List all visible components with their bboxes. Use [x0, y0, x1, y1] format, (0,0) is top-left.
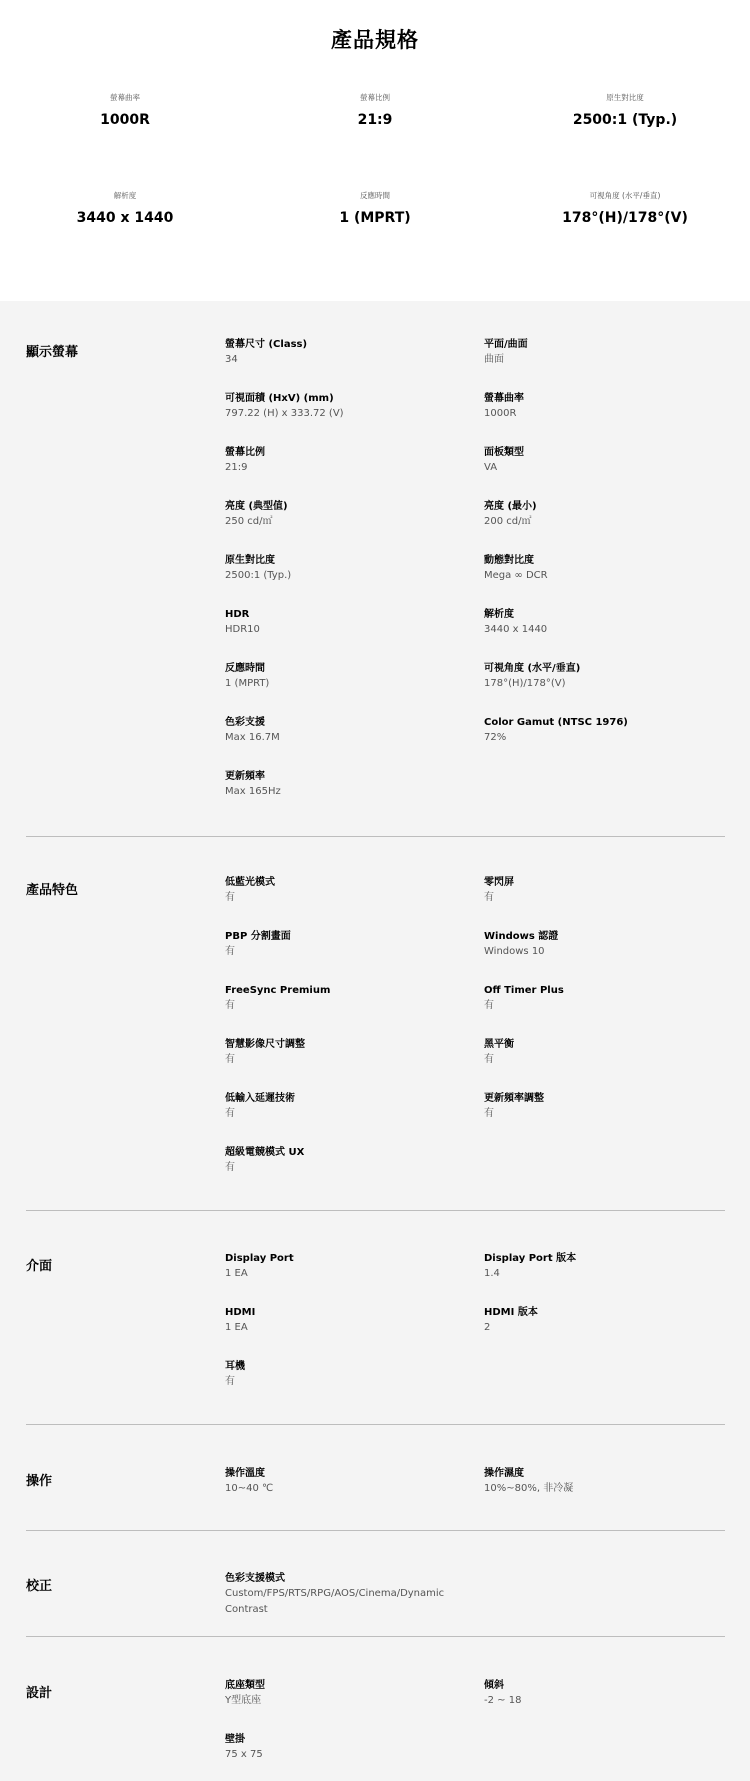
- spec-item: [484, 338, 725, 392]
- spec-label: 反應時間: [225, 663, 265, 674]
- spec-item: [225, 500, 484, 554]
- highlight-item: [250, 190, 500, 228]
- highlight-value: 1000R: [100, 112, 150, 128]
- highlights-grid: [0, 92, 750, 228]
- spec-label: HDMI: [225, 1307, 256, 1318]
- spec-label: HDMI 版本: [484, 1307, 538, 1318]
- spec-value: 有: [484, 1054, 494, 1065]
- spec-label: 操作濕度: [484, 1468, 524, 1479]
- spec-value: 75 x 75: [225, 1749, 263, 1760]
- highlight-label: 螢幕比例: [360, 93, 390, 102]
- highlight-value: 178°(H)/178°(V): [562, 210, 688, 226]
- spec-label: 黑平衡: [484, 1039, 514, 1050]
- highlight-label: 螢幕曲率: [110, 93, 140, 102]
- spec-item: [484, 392, 725, 446]
- spec-value: 有: [225, 1108, 235, 1119]
- spec-label: HDR: [225, 609, 250, 620]
- spec-value: 250 cd/㎡: [225, 516, 273, 527]
- spec-label: 螢幕比例: [225, 447, 265, 458]
- spec-label: 底座類型: [225, 1680, 265, 1691]
- spec-item: [484, 930, 725, 984]
- spec-item: [225, 1679, 484, 1733]
- spec-value: 797.22 (H) x 333.72 (V): [225, 408, 344, 419]
- spec-item: [225, 930, 484, 984]
- spec-value: 1 EA: [225, 1322, 248, 1333]
- highlight-item: [0, 190, 250, 228]
- spec-item: [225, 1360, 484, 1414]
- spec-value: 72%: [484, 732, 507, 743]
- spec-value: 10%~80%, 非冷凝: [484, 1483, 574, 1494]
- spec-item: [484, 500, 725, 554]
- spec-item: [484, 1038, 725, 1092]
- spec-item: [225, 1092, 484, 1146]
- spec-item: [484, 1679, 725, 1733]
- spec-label: 面板類型: [484, 447, 524, 458]
- spec-item: [484, 1306, 725, 1360]
- spec-label: 亮度 (典型值): [225, 501, 288, 512]
- section-title: 操作: [26, 1474, 53, 1489]
- spec-label: 壁掛: [225, 1734, 245, 1745]
- spec-value: Mega ∞ DCR: [484, 570, 548, 581]
- spec-label: Display Port 版本: [484, 1253, 577, 1264]
- spec-label: 超級電競模式 UX: [225, 1147, 305, 1158]
- section-title: 設計: [26, 1686, 53, 1701]
- highlight-value: 21:9: [357, 112, 393, 128]
- spec-value: Y型底座: [225, 1695, 262, 1706]
- spec-value: Custom/FPS/RTS/RPG/AOS/Cinema/Dynamic Contrast: [225, 1588, 445, 1615]
- spec-label: 平面/曲面: [484, 339, 528, 350]
- spec-label: 螢幕尺寸 (Class): [225, 339, 308, 350]
- spec-item: [484, 984, 725, 1038]
- spec-value: 有: [484, 1108, 494, 1119]
- spec-value: Windows 10: [484, 946, 545, 957]
- highlights-panel: [0, 0, 750, 301]
- spec-value: 21:9: [225, 462, 248, 473]
- spec-item: [225, 608, 484, 662]
- spec-label: Color Gamut (NTSC 1976): [484, 717, 628, 728]
- spec-label: 低輸入延遲技術: [225, 1093, 295, 1104]
- spec-label: 螢幕曲率: [484, 393, 524, 404]
- spec-item: [225, 446, 484, 500]
- spec-value: 有: [225, 1054, 235, 1065]
- spec-label: 色彩支援模式: [225, 1573, 285, 1584]
- spec-item: [225, 662, 484, 716]
- spec-value: Max 16.7M: [225, 732, 280, 743]
- spec-item: [484, 1252, 725, 1306]
- spec-item: [225, 1252, 484, 1306]
- spec-item: [225, 1146, 484, 1200]
- spec-value: 3440 x 1440: [484, 624, 548, 635]
- spec-label: 更新頻率: [225, 771, 265, 782]
- spec-value: 2500:1 (Typ.): [225, 570, 292, 581]
- spec-label: FreeSync Premium: [225, 985, 331, 996]
- spec-value: 1.4: [484, 1268, 500, 1279]
- spec-item: [484, 876, 725, 930]
- highlight-label: 可視角度 (水平/垂直): [589, 191, 661, 200]
- spec-item: [225, 554, 484, 608]
- spec-item: [225, 1306, 484, 1360]
- spec-item: [484, 716, 725, 770]
- highlight-label: 原生對比度: [606, 93, 644, 102]
- spec-item: [225, 1038, 484, 1092]
- spec-section: [26, 837, 725, 1211]
- spec-label: Off Timer Plus: [484, 985, 564, 996]
- spec-value: 200 cd/㎡: [484, 516, 532, 527]
- spec-section: [26, 1211, 725, 1425]
- spec-label: 色彩支援: [225, 717, 265, 728]
- spec-value: 34: [225, 354, 238, 365]
- spec-value: 1000R: [484, 408, 517, 419]
- spec-item: [484, 446, 725, 500]
- spec-item: [225, 338, 484, 392]
- spec-grid: [225, 1572, 725, 1626]
- spec-grid: [225, 338, 725, 824]
- spec-item: [484, 1467, 725, 1521]
- spec-item: [225, 1733, 484, 1781]
- spec-label: 更新頻率調整: [484, 1093, 544, 1104]
- spec-item: [484, 1092, 725, 1146]
- spec-label: 傾斜: [484, 1680, 504, 1691]
- spec-grid: [225, 1679, 725, 1781]
- spec-value: 有: [484, 1000, 494, 1011]
- page-title: 產品規格: [331, 28, 419, 52]
- spec-section: [26, 301, 725, 837]
- spec-grid: [225, 876, 725, 1200]
- section-title: 顯示螢幕: [26, 345, 79, 360]
- spec-value: 曲面: [484, 354, 504, 365]
- spec-value: VA: [484, 462, 498, 473]
- spec-value: 10~40 ℃: [225, 1483, 274, 1494]
- highlight-item: [250, 92, 500, 130]
- spec-value: Max 165Hz: [225, 786, 281, 797]
- spec-label: 動態對比度: [484, 555, 534, 566]
- highlight-label: 解析度: [113, 191, 137, 200]
- spec-item: [225, 392, 484, 446]
- spec-value: 有: [225, 892, 235, 903]
- spec-label: 智慧影像尺寸調整: [225, 1039, 305, 1050]
- highlight-value: 1 (MPRT): [339, 210, 411, 226]
- spec-item: [484, 662, 725, 716]
- spec-value: 1 EA: [225, 1268, 248, 1279]
- spec-label: Display Port: [225, 1253, 294, 1264]
- spec-label: 操作溫度: [225, 1468, 265, 1479]
- spec-label: 耳機: [225, 1361, 245, 1372]
- spec-label: 解析度: [484, 609, 514, 620]
- spec-label: Windows 認證: [484, 931, 559, 942]
- spec-section: [26, 1637, 725, 1760]
- spec-value: 有: [225, 1000, 235, 1011]
- spec-item: [225, 1467, 484, 1521]
- highlight-item: [500, 92, 750, 130]
- spec-grid: [225, 1252, 725, 1414]
- specs-panel: [0, 301, 750, 1781]
- spec-label: 零閃屏: [484, 877, 514, 888]
- highlight-value: 2500:1 (Typ.): [572, 112, 678, 128]
- section-title: 校正: [26, 1579, 53, 1594]
- spec-value: 有: [484, 892, 494, 903]
- spec-item: [225, 770, 484, 824]
- spec-label: 原生對比度: [225, 555, 275, 566]
- spec-grid: [225, 1467, 725, 1521]
- highlight-value: 3440 x 1440: [76, 210, 174, 226]
- spec-item: [225, 1572, 484, 1626]
- spec-item: [225, 716, 484, 770]
- section-title: 產品特色: [26, 883, 79, 898]
- spec-item: [484, 554, 725, 608]
- highlight-item: [500, 190, 750, 228]
- spec-value: 有: [225, 1162, 235, 1173]
- spec-label: 低藍光模式: [225, 877, 275, 888]
- section-title: 介面: [26, 1259, 53, 1274]
- spec-value: 有: [225, 1376, 235, 1387]
- spec-label: PBP 分割畫面: [225, 931, 291, 942]
- spec-value: -2 ~ 18: [484, 1695, 522, 1706]
- spec-value: 有: [225, 946, 235, 957]
- spec-item: [225, 876, 484, 930]
- spec-value: HDR10: [225, 624, 260, 635]
- spec-section: [26, 1531, 725, 1637]
- spec-label: 可視角度 (水平/垂直): [484, 663, 581, 674]
- spec-item: [484, 608, 725, 662]
- spec-label: 可視面積 (HxV) (mm): [225, 393, 334, 404]
- spec-item: [225, 984, 484, 1038]
- spec-section: [26, 1425, 725, 1531]
- highlight-item: [0, 92, 250, 130]
- highlight-label: 反應時間: [360, 191, 390, 200]
- spec-value: 178°(H)/178°(V): [484, 678, 566, 689]
- spec-value: 2: [484, 1322, 491, 1333]
- spec-label: 亮度 (最小): [484, 501, 537, 512]
- spec-value: 1 (MPRT): [225, 678, 270, 689]
